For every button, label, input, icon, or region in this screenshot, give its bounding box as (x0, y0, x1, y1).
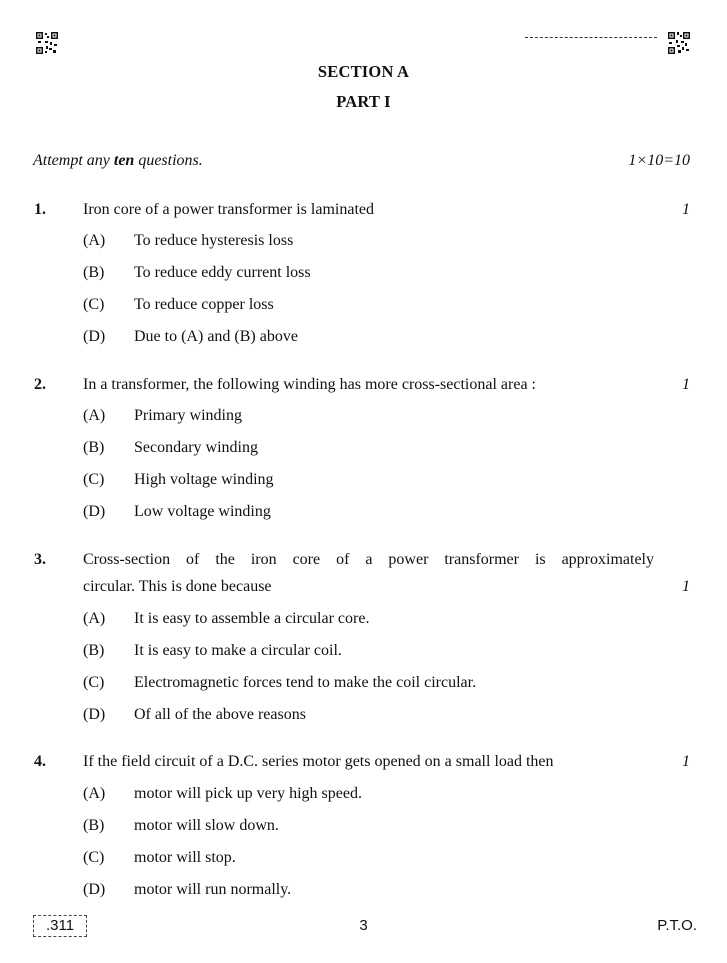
question-marks: 1 (682, 376, 690, 393)
option-text: It is easy to assemble a circular core. (134, 610, 370, 627)
question-number: 1. (34, 201, 46, 218)
option-text: To reduce copper loss (134, 296, 274, 313)
option-label: (B) (83, 264, 105, 281)
option-label: (C) (83, 471, 105, 488)
question-text-line1: Cross-section of the iron core of a power transformer is approximately (83, 551, 654, 568)
question-number: 4. (34, 753, 46, 770)
option-text: Of all of the above reasons (134, 706, 306, 723)
option-label: (D) (83, 706, 106, 723)
qr-code-icon-left (36, 32, 56, 52)
option-label: (B) (83, 642, 105, 659)
question-marks: 1 (682, 578, 690, 595)
option-label: (A) (83, 407, 106, 424)
option-label: (B) (83, 439, 105, 456)
option-text: motor will run normally. (134, 881, 292, 898)
option-text: motor will slow down. (134, 817, 279, 834)
option-label: (D) (83, 503, 106, 520)
option-label: (C) (83, 849, 105, 866)
option-text: Low voltage winding (134, 503, 271, 520)
instruction-prefix: Attempt any (33, 152, 114, 169)
instruction-bold: ten (113, 152, 135, 169)
option-text: To reduce eddy current loss (134, 264, 311, 281)
option-label: (A) (83, 785, 106, 802)
dashed-line (525, 37, 657, 38)
option-label: (A) (83, 232, 106, 249)
question-marks: 1 (682, 201, 690, 218)
question-text: If the field circuit of a D.C. series motor gets opened on a small load then (83, 753, 554, 770)
total-marks: 1×10=10 (628, 152, 690, 169)
qr-code-icon-right (668, 32, 688, 52)
option-label: (C) (83, 296, 105, 313)
question-marks: 1 (682, 753, 690, 770)
instruction (33, 152, 203, 170)
page-number: 3 (359, 917, 368, 934)
option-text: motor will pick up very high speed. (134, 785, 362, 802)
option-label: (B) (83, 817, 105, 834)
option-text: Electromagnetic forces tend to make the coil circular. (134, 674, 477, 691)
option-label: (D) (83, 881, 106, 898)
option-label: (A) (83, 610, 106, 627)
section-title: SECTION A (317, 62, 410, 81)
option-label: (D) (83, 328, 106, 345)
option-text: motor will stop. (134, 849, 236, 866)
question-text: In a transformer, the following winding has more cross-sectional area : (83, 376, 536, 393)
option-label: (C) (83, 674, 105, 691)
instruction-suffix: questions. (134, 152, 203, 169)
option-text: High voltage winding (134, 471, 274, 488)
option-text: To reduce hysteresis loss (134, 232, 294, 249)
question-number: 2. (34, 376, 46, 393)
part-title: PART I (336, 92, 391, 111)
paper-code: .311 (33, 915, 87, 937)
pto-label: P.T.O. (657, 917, 697, 934)
question-text: Iron core of a power transformer is laminated (83, 201, 374, 218)
option-text: It is easy to make a circular coil. (134, 642, 342, 659)
option-text: Primary winding (134, 407, 242, 424)
question-number: 3. (34, 551, 46, 568)
option-text: Due to (A) and (B) above (134, 328, 298, 345)
option-text: Secondary winding (134, 439, 258, 456)
question-text-line2: circular. This is done because (83, 578, 272, 595)
